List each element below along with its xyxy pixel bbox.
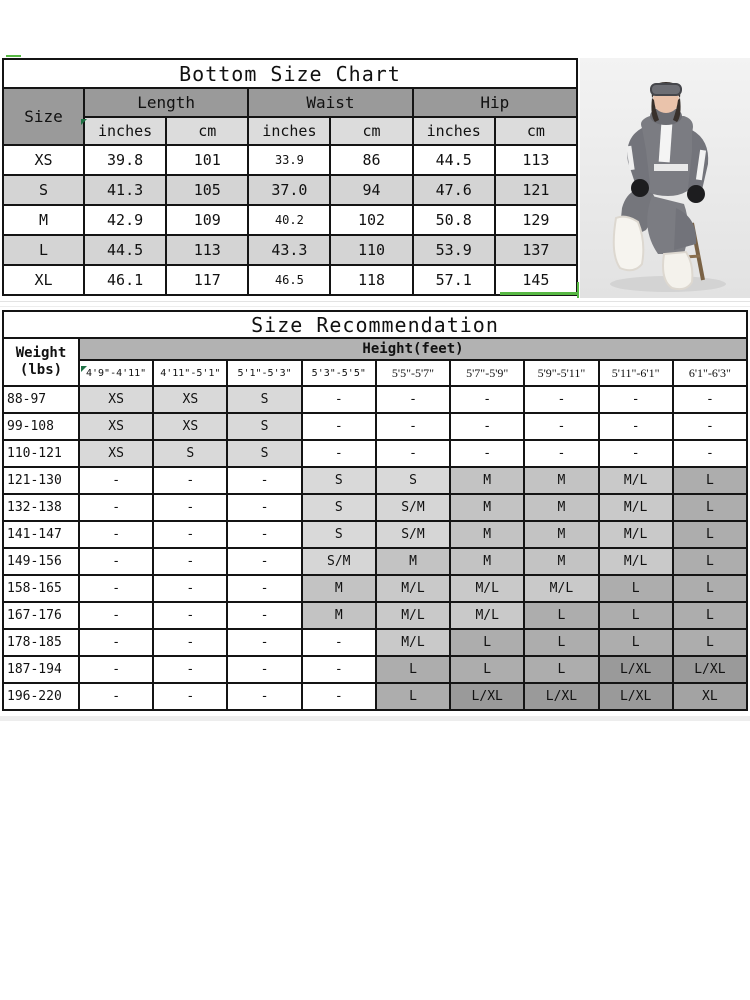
size-chart-row [3, 265, 577, 295]
empty-cell: - [153, 548, 227, 575]
size-recommendation-cell: M [376, 548, 450, 575]
unit-header: cm [166, 117, 248, 145]
measurement-cell: 46.1 [84, 265, 166, 295]
size-recommendation-cell: M [450, 467, 524, 494]
measurement-cell: 117 [166, 265, 248, 295]
size-recommendation-cell: L [599, 575, 673, 602]
empty-cell: - [227, 494, 301, 521]
empty-cell: - [450, 386, 524, 413]
size-recommendation-cell: XS [153, 413, 227, 440]
recommendation-row [3, 548, 747, 575]
size-label: XS [3, 145, 84, 175]
size-recommendation-cell: S [227, 440, 301, 467]
size-recommendation-cell: M [450, 521, 524, 548]
recommendation-row [3, 521, 747, 548]
empty-cell: - [227, 602, 301, 629]
empty-cell: - [673, 440, 747, 467]
empty-cell: - [79, 683, 153, 710]
size-recommendation-cell: L [673, 494, 747, 521]
size-recommendation-cell: L [524, 602, 598, 629]
size-chart-row [3, 205, 577, 235]
size-chart-row [3, 175, 577, 205]
size-recommendation-cell: L/XL [524, 683, 598, 710]
height-range-header: 6'1"-6'3" [673, 360, 747, 386]
size-recommendation-cell: M [524, 548, 598, 575]
row-divider-line [0, 301, 750, 302]
size-recommendation-cell: M [524, 521, 598, 548]
empty-cell: - [227, 467, 301, 494]
measurement-cell: 110 [330, 235, 412, 265]
bottom-size-chart-title-row [3, 59, 577, 88]
bottom-size-chart-table [2, 58, 578, 296]
recommendation-row [3, 602, 747, 629]
size-recommendation-cell: M/L [376, 602, 450, 629]
recommendation-row [3, 386, 747, 413]
height-range-header: 4'11"-5'1" [153, 360, 227, 386]
weight-range-label: 132-138 [3, 494, 79, 521]
weight-range-label: 149-156 [3, 548, 79, 575]
size-label: M [3, 205, 84, 235]
weight-header-line1: Weight [15, 345, 67, 362]
empty-cell: - [79, 521, 153, 548]
measurement-cell: 37.0 [248, 175, 330, 205]
size-recommendation-cell: L [524, 656, 598, 683]
height-range-header: 5'5"-5'7" [376, 360, 450, 386]
measurement-cell: 121 [495, 175, 577, 205]
measurement-cell: 137 [495, 235, 577, 265]
size-recommendation-cell: L [599, 629, 673, 656]
size-recommendation-cell: M/L [376, 629, 450, 656]
empty-cell: - [79, 467, 153, 494]
height-range-header: 5'9"-5'11" [524, 360, 598, 386]
size-label: S [3, 175, 84, 205]
size-recommendation-title-row [3, 311, 747, 338]
empty-cell: - [227, 548, 301, 575]
size-recommendation-cell: M [450, 548, 524, 575]
empty-cell: - [599, 386, 673, 413]
measurement-cell: 57.1 [413, 265, 495, 295]
height-range-header: 5'11"-6'1" [599, 360, 673, 386]
product-photo [580, 58, 750, 298]
size-chart-row [3, 145, 577, 175]
measurement-group-row [3, 88, 577, 117]
empty-cell: - [227, 629, 301, 656]
measurement-cell: 47.6 [413, 175, 495, 205]
green-underline-artifact [500, 292, 577, 295]
empty-cell: - [79, 494, 153, 521]
empty-cell: - [302, 386, 376, 413]
weight-range-label: 110-121 [3, 440, 79, 467]
empty-cell: - [79, 602, 153, 629]
empty-cell: - [376, 440, 450, 467]
height-range-header: 5'3"-5'5" [302, 360, 376, 386]
empty-cell: - [673, 413, 747, 440]
weight-range-label: 178-185 [3, 629, 79, 656]
measurement-cell: 129 [495, 205, 577, 235]
unit-header: inches [413, 117, 495, 145]
size-recommendation-cell: L [673, 467, 747, 494]
size-recommendation-cell: M [302, 575, 376, 602]
height-header: Height(feet) [79, 338, 747, 360]
size-recommendation-cell: XS [79, 386, 153, 413]
size-recommendation-cell: L/XL [673, 656, 747, 683]
weight-header-line2: (lbs) [19, 362, 63, 378]
size-recommendation-cell: M/L [524, 575, 598, 602]
cell-marker-icon [81, 366, 87, 372]
measurement-cell: 42.9 [84, 205, 166, 235]
weight-header [3, 338, 79, 386]
size-recommendation-cell: L [673, 602, 747, 629]
measurement-cell: 105 [166, 175, 248, 205]
height-range-header: 4'9"-4'11" [79, 360, 153, 386]
size-recommendation-cell: L [599, 602, 673, 629]
size-recommendation-cell: S [227, 413, 301, 440]
size-recommendation-cell: S/M [376, 494, 450, 521]
height-range-header: 5'7"-5'9" [450, 360, 524, 386]
size-recommendation-cell: S [153, 440, 227, 467]
recommendation-row [3, 683, 747, 710]
size-recommendation-cell: L [524, 629, 598, 656]
weight-range-label: 121-130 [3, 467, 79, 494]
recommendation-row [3, 656, 747, 683]
unit-header: inches [84, 117, 166, 145]
weight-range-label: 167-176 [3, 602, 79, 629]
cell-marker-icon [81, 119, 87, 125]
size-recommendation-cell: L [673, 575, 747, 602]
measurement-cell: 145 [495, 265, 577, 295]
empty-cell: - [79, 656, 153, 683]
size-label: XL [3, 265, 84, 295]
measurement-cell: 94 [330, 175, 412, 205]
measurement-cell: 43.3 [248, 235, 330, 265]
recommendation-row [3, 629, 747, 656]
recommendation-row [3, 440, 747, 467]
measurement-cell: 46.5 [248, 265, 330, 295]
weight-range-label: 158-165 [3, 575, 79, 602]
row-divider-line [0, 306, 750, 307]
size-recommendation-cell: S/M [376, 521, 450, 548]
empty-cell: - [376, 386, 450, 413]
measurement-cell: 33.9 [248, 145, 330, 175]
size-recommendation-cell: L/XL [599, 656, 673, 683]
measurement-cell: 53.9 [413, 235, 495, 265]
measurement-cell: 86 [330, 145, 412, 175]
empty-cell: - [524, 440, 598, 467]
empty-cell: - [302, 683, 376, 710]
size-recommendation-title: Size Recommendation [3, 311, 747, 338]
size-recommendation-cell: S [376, 467, 450, 494]
empty-cell: - [227, 656, 301, 683]
size-recommendation-cell: S [227, 386, 301, 413]
size-recommendation-cell: XS [79, 413, 153, 440]
empty-cell: - [153, 602, 227, 629]
empty-cell: - [153, 575, 227, 602]
size-recommendation-cell: XS [153, 386, 227, 413]
empty-cell: - [524, 413, 598, 440]
weight-range-label: 141-147 [3, 521, 79, 548]
empty-cell: - [450, 413, 524, 440]
measurement-cell: 109 [166, 205, 248, 235]
recommendation-row [3, 413, 747, 440]
weight-range-label: 99-108 [3, 413, 79, 440]
ski-suit-model-illustration [580, 58, 750, 298]
length-group-header: Length [84, 88, 248, 117]
height-banner-row [3, 338, 747, 360]
recommendation-row [3, 575, 747, 602]
empty-cell: - [153, 467, 227, 494]
size-recommendation-cell: L [376, 683, 450, 710]
empty-cell: - [79, 629, 153, 656]
below-table-strip [0, 716, 750, 721]
waist-group-header: Waist [248, 88, 412, 117]
size-recommendation-cell: M/L [599, 521, 673, 548]
empty-cell: - [302, 440, 376, 467]
size-recommendation-cell: L/XL [599, 683, 673, 710]
size-recommendation-cell: L [673, 629, 747, 656]
empty-cell: - [599, 413, 673, 440]
empty-cell: - [227, 683, 301, 710]
measurement-cell: 44.5 [413, 145, 495, 175]
size-recommendation-cell: M/L [599, 467, 673, 494]
empty-cell: - [153, 656, 227, 683]
size-recommendation-cell: M/L [450, 575, 524, 602]
size-recommendation-cell: L [450, 629, 524, 656]
empty-cell: - [302, 413, 376, 440]
measurement-cell: 39.8 [84, 145, 166, 175]
measurement-cell: 101 [166, 145, 248, 175]
measurement-cell: 41.3 [84, 175, 166, 205]
weight-range-label: 196-220 [3, 683, 79, 710]
height-range-row [3, 360, 747, 386]
size-recommendation-cell: S/M [302, 548, 376, 575]
empty-cell: - [79, 548, 153, 575]
size-recommendation-cell: XS [79, 440, 153, 467]
empty-cell: - [153, 521, 227, 548]
unit-header: inches [248, 117, 330, 145]
empty-cell: - [153, 683, 227, 710]
unit-header-row [3, 117, 577, 145]
size-recommendation-cell: M [450, 494, 524, 521]
empty-cell: - [302, 629, 376, 656]
size-recommendation-cell: L [673, 548, 747, 575]
empty-cell: - [79, 575, 153, 602]
weight-range-label: 187-194 [3, 656, 79, 683]
size-recommendation-cell: L [450, 656, 524, 683]
measurement-cell: 118 [330, 265, 412, 295]
empty-cell: - [227, 575, 301, 602]
empty-cell: - [227, 521, 301, 548]
recommendation-row [3, 494, 747, 521]
size-recommendation-cell: XL [673, 683, 747, 710]
size-chart-row [3, 235, 577, 265]
size-recommendation-cell: M [302, 602, 376, 629]
measurement-cell: 50.8 [413, 205, 495, 235]
measurement-cell: 102 [330, 205, 412, 235]
measurement-cell: 113 [166, 235, 248, 265]
weight-range-label: 88-97 [3, 386, 79, 413]
size-recommendation-cell: M/L [450, 602, 524, 629]
size-recommendation-cell: M/L [599, 548, 673, 575]
size-recommendation-cell: S [302, 521, 376, 548]
green-edge-artifact [577, 282, 579, 298]
empty-cell: - [450, 440, 524, 467]
size-recommendation-cell: L [376, 656, 450, 683]
empty-cell: - [153, 629, 227, 656]
size-recommendation-cell: L [673, 521, 747, 548]
hip-group-header: Hip [413, 88, 577, 117]
green-dash-artifact [6, 55, 21, 57]
size-recommendation-cell: S [302, 494, 376, 521]
size-recommendation-cell: S [302, 467, 376, 494]
empty-cell: - [524, 386, 598, 413]
size-recommendation-table [2, 310, 748, 711]
height-range-header: 5'1"-5'3" [227, 360, 301, 386]
measurement-cell: 113 [495, 145, 577, 175]
size-recommendation-cell: M [524, 494, 598, 521]
size-recommendation-cell: M/L [376, 575, 450, 602]
unit-header: cm [330, 117, 412, 145]
size-recommendation-cell: L/XL [450, 683, 524, 710]
size-recommendation-cell: M [524, 467, 598, 494]
bottom-size-chart-title: Bottom Size Chart [3, 59, 577, 88]
measurement-cell: 40.2 [248, 205, 330, 235]
size-corner-header: Size [3, 88, 84, 145]
empty-cell: - [153, 494, 227, 521]
empty-cell: - [376, 413, 450, 440]
empty-cell: - [599, 440, 673, 467]
unit-header: cm [495, 117, 577, 145]
empty-cell: - [302, 656, 376, 683]
size-label: L [3, 235, 84, 265]
size-recommendation-cell: M/L [599, 494, 673, 521]
empty-cell: - [673, 386, 747, 413]
recommendation-row [3, 467, 747, 494]
measurement-cell: 44.5 [84, 235, 166, 265]
